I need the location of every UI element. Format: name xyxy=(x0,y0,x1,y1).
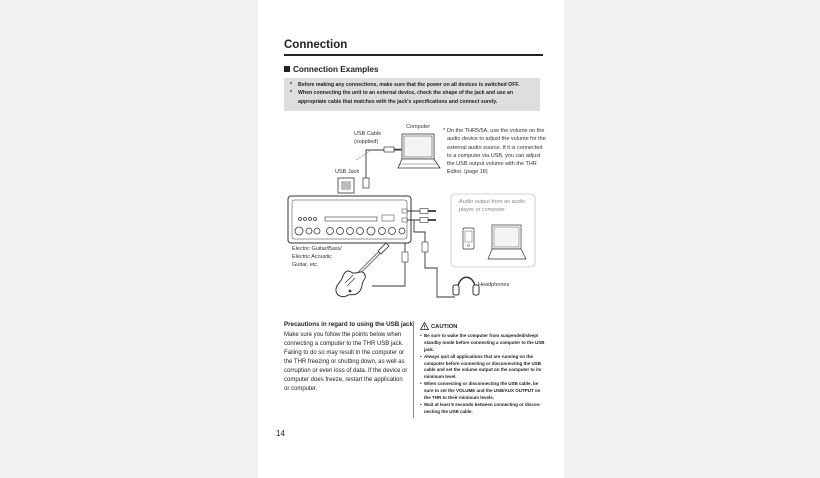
note-text: When connecting the unit to an external device, check the shape of the jack and use an appropriate cable that matches with the jack's specifications and connect surely. xyxy=(298,90,514,105)
precautions-title: Precautions in regard to using the USB jack xyxy=(284,321,413,328)
column-divider xyxy=(413,321,414,418)
page-number: 14 xyxy=(276,429,285,438)
electric-guitar-icon xyxy=(336,243,389,297)
note-line: external audio source. If it is connected xyxy=(447,144,543,151)
caution-heading xyxy=(420,322,457,330)
computer-icon xyxy=(398,134,440,168)
guitar-label-line: Electric Guitar/Bass/ xyxy=(292,246,342,252)
usb-cable-icon xyxy=(366,150,402,180)
caution-item: • Always quit all applications that are running on the computer before connecting or disconnecting the USB cable and set the volume output on the computer to its minimum level. xyxy=(420,354,548,381)
headphones-label: Headphones xyxy=(478,282,510,288)
guitar-label-line: Electric Acoustic xyxy=(292,253,333,260)
thr-volume-note xyxy=(443,127,549,177)
guitar-label xyxy=(292,246,342,270)
usb-cable-label xyxy=(354,131,381,147)
warning-triangle-icon xyxy=(420,322,429,330)
note-line: Editor. (page 18) xyxy=(447,169,488,176)
caution-list xyxy=(420,333,548,416)
note-item: * When connecting the unit to an external device, check the shape of the jack and use an appropriate cable that matches with the jack's specifications and connect surely. xyxy=(290,90,514,105)
usb-cable-label-line: USB Cable xyxy=(354,131,382,137)
laptop-icon xyxy=(488,225,526,259)
note-line: the USB output volume with the THR xyxy=(447,161,537,167)
computer-label: Computer xyxy=(406,124,431,130)
note-item: * Before making any connections, make sure that the power on all devices is switched OFF. xyxy=(290,82,520,88)
audio-output-label xyxy=(459,199,525,215)
thr-amplifier-icon xyxy=(288,196,411,243)
page-title: Connection xyxy=(284,39,348,51)
caution-item: • When connecting or disconnecting the USB cable, be sure to set the VOLUME and the USB/AUX OUTPUT on the THR to their minimum levels. xyxy=(420,381,548,401)
note-line: * On the THR5/5A, use the volume on the xyxy=(443,128,545,134)
section-heading-text: Connection Examples xyxy=(293,65,379,74)
caution-item: • Be sure to wake the computer from suspended/sleep/ standby mode before connecting a computer to the USB jack. xyxy=(420,333,548,353)
caution-title-text: CAUTION xyxy=(431,324,458,330)
audio-output-label-line: player or computer xyxy=(459,206,505,213)
audio-output-label-line: Audio output from an audio xyxy=(459,199,526,205)
note-line: to a computer via USB, you can adjust xyxy=(447,152,541,159)
precautions-body: Make sure you follow the points below when connecting a computer to the THR USB jack. Failing to do so may result in the computer or the THR freezing or shutting down, as well as corruption or even loss of data. If the device or computer does freeze, restart the application or computer. xyxy=(284,332,408,392)
note-line: audio device to adjust the volume for the xyxy=(447,136,546,143)
usb-jack-label: USB Jack xyxy=(335,169,360,175)
note-text: Before making any connections, make sure that the power on all devices is switched OFF. xyxy=(298,82,520,88)
caution-item: • Wait at least 6 seconds between connecting or discon- necting the USB cable. xyxy=(420,402,548,416)
guitar-label-line: Guitar, etc. xyxy=(292,261,319,268)
headphones-icon xyxy=(453,277,479,295)
usb-cable-label-line: (supplied) xyxy=(354,138,379,145)
